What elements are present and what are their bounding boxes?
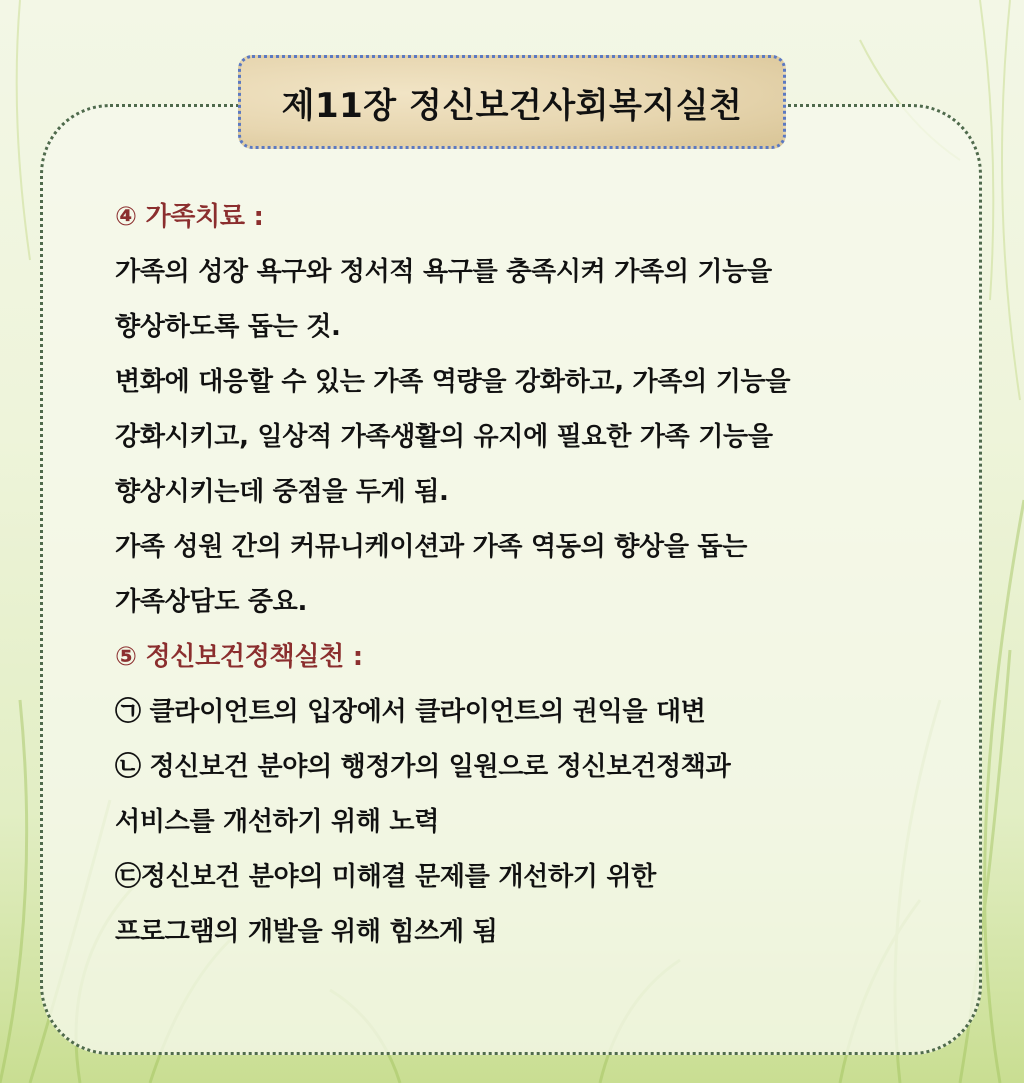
- content-panel: [40, 104, 982, 1055]
- text-line: 향상하도록 돕는 것.: [115, 312, 341, 342]
- text-line: ㉢정신보건 분야의 미해결 문제를 개선하기 위한: [115, 862, 656, 892]
- title-banner: [238, 55, 786, 149]
- text-line: 가족의 성장 욕구와 정서적 욕구를 충족시켜 가족의 기능을: [115, 257, 772, 287]
- text-line: 가족상담도 중요.: [115, 587, 308, 617]
- text-line: ㉡ 정신보건 분야의 행정가의 일원으로 정신보건정책과: [115, 752, 731, 782]
- section-heading-family-therapy: ④ 가족치료 :: [115, 202, 264, 232]
- text-line: ㉠ 클라이언트의 입장에서 클라이언트의 권익을 대변: [115, 697, 706, 727]
- text-line: 서비스를 개선하기 위해 노력: [115, 807, 440, 837]
- section-heading-policy-practice: ⑤ 정신보건정책실천 :: [115, 642, 363, 672]
- text-line: 변화에 대응할 수 있는 가족 역량을 강화하고, 가족의 기능을: [115, 367, 791, 397]
- text-line: 강화시키고, 일상적 가족생활의 유지에 필요한 가족 기능을: [115, 422, 773, 452]
- text-line: 프로그램의 개발을 위해 힘쓰게 됨: [115, 917, 498, 947]
- page-title: 제11장 정신보건사회복지실천: [281, 85, 743, 126]
- text-line: 가족 성원 간의 커뮤니케이션과 가족 역동의 향상을 돕는: [115, 532, 748, 562]
- text-line: 향상시키는데 중점을 두게 됨.: [115, 477, 449, 507]
